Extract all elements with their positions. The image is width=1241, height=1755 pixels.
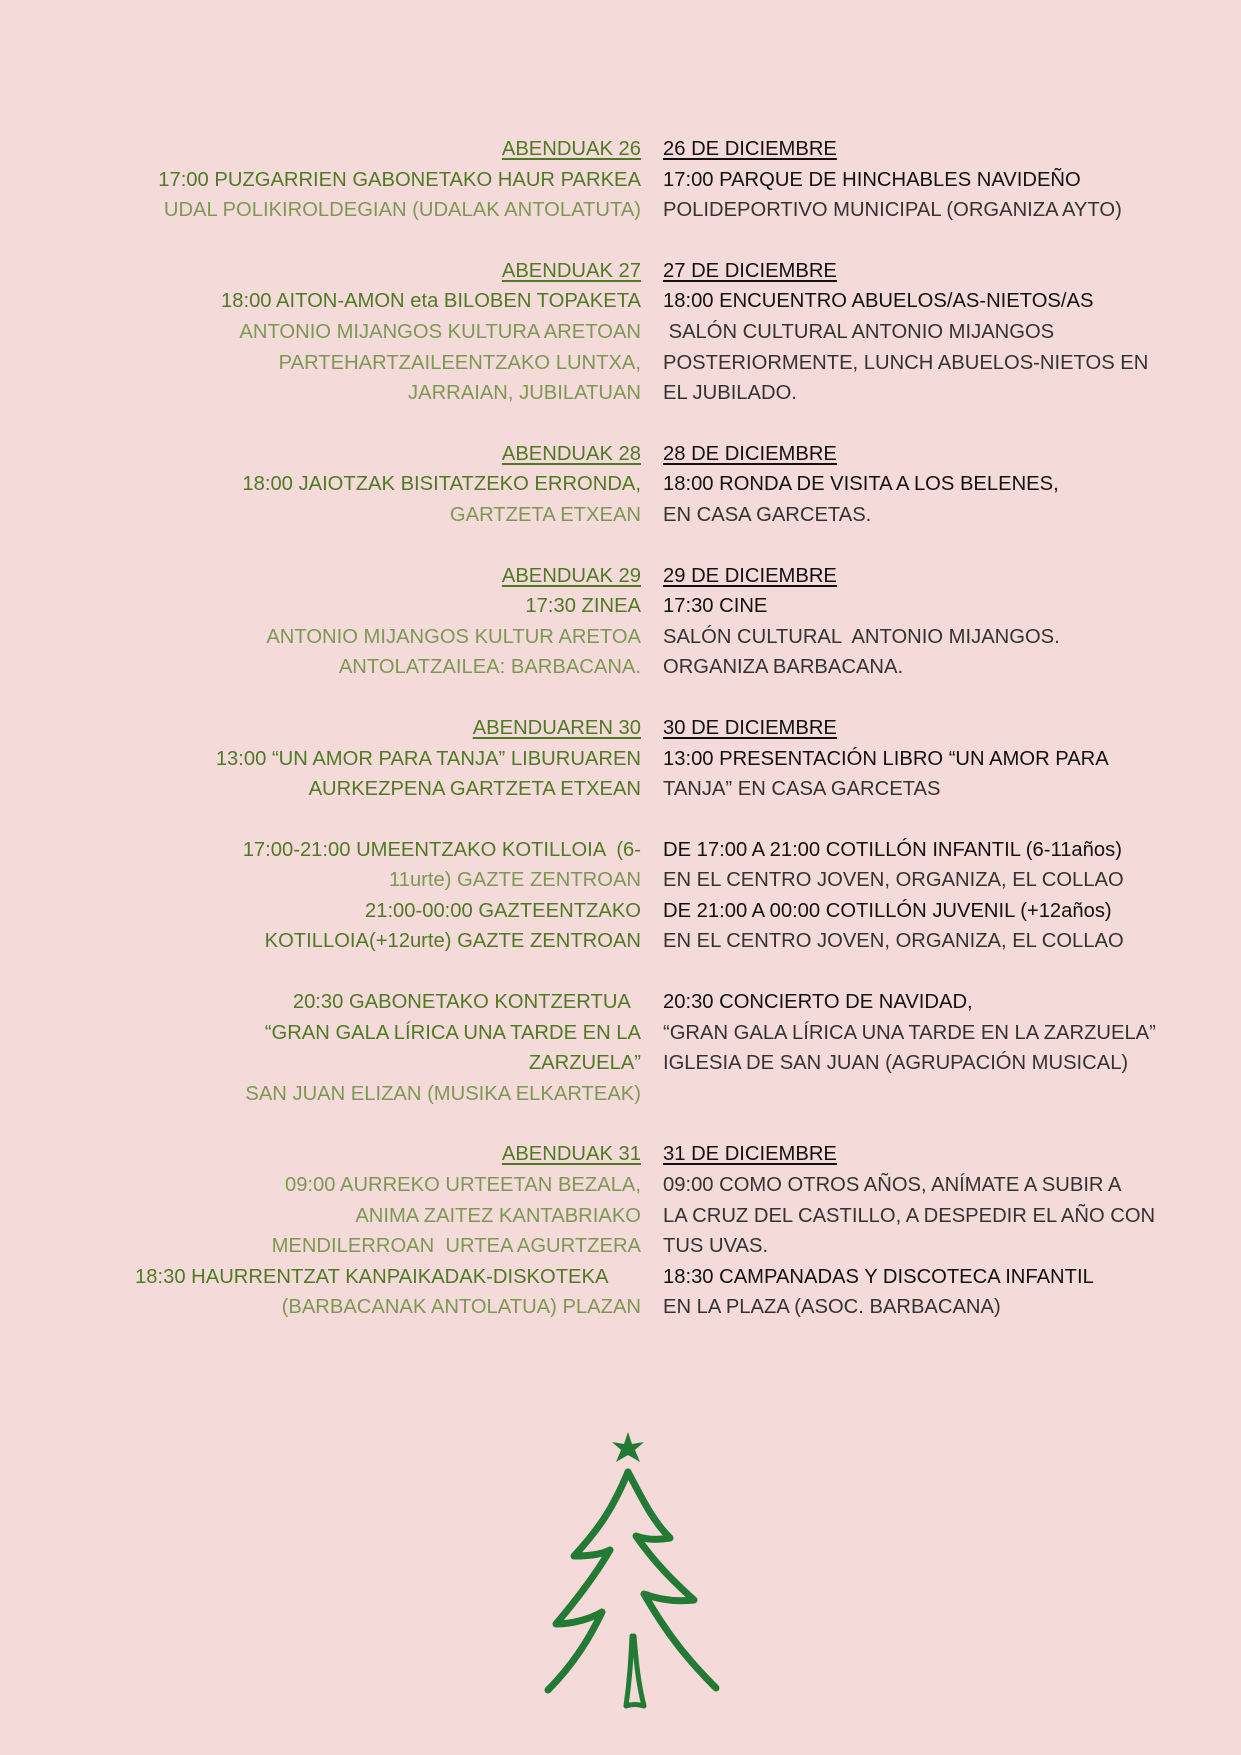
event-detail: EN LA PLAZA (ASOC. BARBACANA) [663,1296,1001,1319]
event-title: 18:00 ENCUENTRO ABUELOS/AS-NIETOS/AS [663,290,1094,313]
event-detail: 09:00 AURREKO URTEETAN BEZALA, [284,1174,641,1197]
event-detail: SAN JUAN ELIZAN (MUSIKA ELKARTEAK) [245,1082,641,1105]
date-heading: 31 DE DICIEMBRE [663,1143,837,1166]
event-detail: 11urte) GAZTE ZENTROAN [388,869,641,892]
date-heading: ABENDUAK 27 [501,259,641,282]
event-block [0,256,1241,409]
event-title: 17:00 PARQUE DE HINCHABLES NAVIDEÑO [663,168,1081,191]
spanish-column [663,256,1241,409]
date-heading: 29 DE DICIEMBRE [663,564,837,587]
event-detail: 09:00 COMO OTROS AÑOS, ANÍMATE A SUBIR A [663,1174,1122,1197]
date-heading: ABENDUAK 26 [501,138,641,160]
event-block [0,561,1241,683]
event-title: DE 17:00 A 21:00 COTILLÓN INFANTIL (6-11años) [663,838,1122,861]
event-detail: SALÓN CULTURAL ANTONIO MIJANGOS [663,320,1055,343]
christmas-tree-icon [540,1428,740,1718]
event-detail: LA CRUZ DEL CASTILLO, A DESPEDIR EL AÑO CON [663,1204,1156,1227]
date-heading: 27 DE DICIEMBRE [663,259,837,282]
event-title: 18:00 AITON-AMON eta BILOBEN TOPAKETA [221,290,641,313]
event-detail: ANTONIO MIJANGOS KULTURA ARETOAN [239,320,641,343]
date-heading: ABENDUAK 29 [501,564,641,587]
event-title: KOTILLOIA(+12urte) GAZTE ZENTROAN [264,930,641,953]
event-title: 17:30 ZINEA [525,595,641,618]
event-title: 13:00 PRESENTACIÓN LIBRO “UN AMOR PARA [663,747,1109,770]
event-detail: ANIMA ZAITEZ KANTABRIAKO [355,1204,641,1227]
event-detail: MENDILERROAN URTEA AGURTZERA [271,1235,641,1258]
spanish-column [663,713,1241,805]
event-title: 21:00-00:00 GAZTEENTZAKO [364,899,641,922]
event-detail [663,1079,1241,1110]
event-title: 20:30 GABONETAKO KONTZERTUA [292,991,641,1014]
event-block [0,713,1241,805]
basque-column [0,1139,641,1323]
event-detail: EN EL CENTRO JOVEN, ORGANIZA, EL COLLAO [663,869,1124,892]
event-block [0,439,1241,531]
event-detail: JARRAIAN, JUBILATUAN [408,382,641,405]
event-title: 20:30 CONCIERTO DE NAVIDAD, [663,991,973,1014]
date-heading: ABENDUAK 28 [501,442,641,465]
event-title: 17:00 PUZGARRIEN GABONETAKO HAUR PARKEA [158,168,641,191]
event-title: 18:30 HAURRENTZAT KANPAIKADAK-DISKOTEKA [135,1265,641,1288]
event-detail: TUS UVAS. [663,1235,769,1258]
event-detail: GARTZETA ETXEAN [449,503,641,526]
event-title: 17:00-21:00 UMEENTZAKO KOTILLOIA (6- [242,838,641,861]
event-block [0,987,1241,1109]
event-title: “GRAN GALA LÍRICA UNA TARDE EN LA [264,1021,641,1044]
event-detail: EN CASA GARCETAS. [663,503,872,526]
event-detail: (BARBACANAK ANTOLATUA) PLAZAN [281,1296,641,1319]
event-detail: EL JUBILADO. [663,382,797,405]
event-title: ZARZUELA” [528,1052,641,1075]
event-detail: “GRAN GALA LÍRICA UNA TARDE EN LA ZARZUELA” [663,1021,1156,1044]
event-title: 18:00 RONDA DE VISITA A LOS BELENES, [663,473,1059,496]
event-program [0,134,1241,1353]
date-heading: 30 DE DICIEMBRE [663,716,837,739]
event-title: DE 21:00 A 00:00 COTILLÓN JUVENIL (+12años) [663,899,1112,922]
date-heading: ABENDUAREN 30 [472,716,641,739]
event-detail: ORGANIZA BARBACANA. [663,656,904,679]
basque-column [0,439,641,531]
basque-column [0,987,641,1109]
spanish-column [663,134,1241,226]
date-heading: 26 DE DICIEMBRE [663,138,837,160]
event-title: 13:00 “UN AMOR PARA TANJA” LIBURUAREN [215,747,641,770]
basque-column [0,835,641,957]
event-block [0,835,1241,957]
event-detail: POLIDEPORTIVO MUNICIPAL (ORGANIZA AYTO) [663,199,1122,222]
basque-column [0,134,641,226]
spanish-column [663,835,1241,957]
event-title: 17:30 CINE [663,595,768,618]
spanish-column [663,1139,1241,1323]
event-detail: UDAL POLIKIROLDEGIAN (UDALAK ANTOLATUTA) [163,199,641,222]
event-detail: PARTEHARTZAILEENTZAKO LUNTXA, [278,351,641,374]
event-block [0,1139,1241,1323]
spanish-column [663,561,1241,683]
basque-column [0,256,641,409]
date-heading: 28 DE DICIEMBRE [663,442,837,465]
event-title: 18:00 JAIOTZAK BISITATZEKO ERRONDA, [242,473,641,496]
date-heading: ABENDUAK 31 [501,1143,641,1166]
basque-column [0,713,641,805]
event-detail: TANJA” EN CASA GARCETAS [663,778,941,801]
spanish-column [663,987,1241,1109]
event-block [0,134,1241,226]
spanish-column [663,439,1241,531]
event-detail: EN EL CENTRO JOVEN, ORGANIZA, EL COLLAO [663,930,1124,953]
event-title: 18:30 CAMPANADAS Y DISCOTECA INFANTIL [663,1265,1094,1288]
event-detail: ANTONIO MIJANGOS KULTUR ARETOA [266,625,641,648]
event-title: AURKEZPENA GARTZETA ETXEAN [308,778,641,801]
event-detail: IGLESIA DE SAN JUAN (AGRUPACIÓN MUSICAL) [663,1052,1129,1075]
basque-column [0,561,641,683]
event-detail: ANTOLATZAILEA: BARBACANA. [338,656,641,679]
event-detail: SALÓN CULTURAL ANTONIO MIJANGOS. [663,625,1060,648]
event-detail: POSTERIORMENTE, LUNCH ABUELOS-NIETOS EN [663,351,1149,374]
